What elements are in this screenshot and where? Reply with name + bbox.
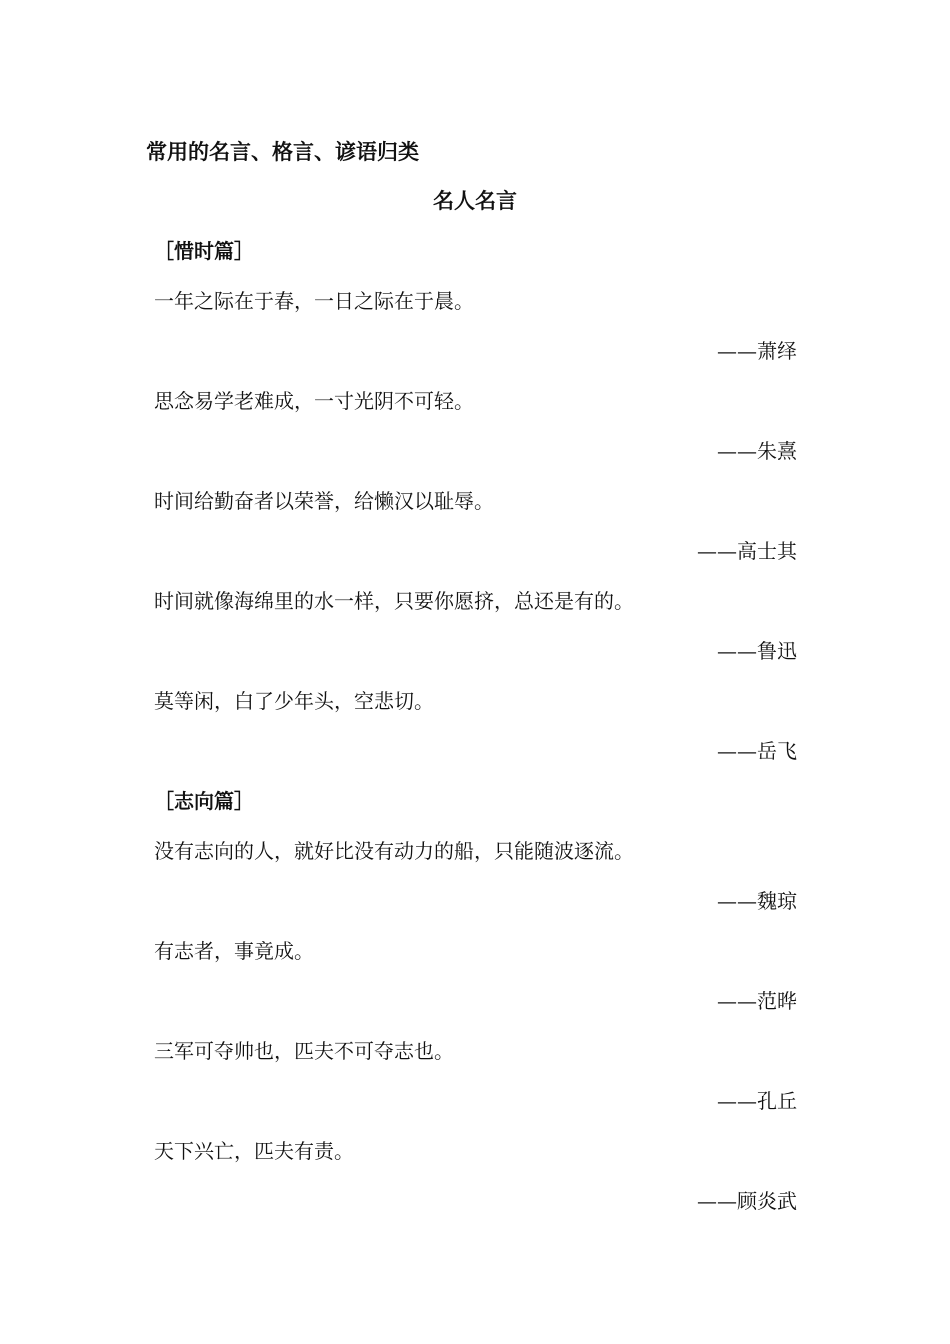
quote-author: ——鲁迅 xyxy=(717,639,797,663)
quotes-content xyxy=(154,236,797,1236)
quote-author: ——孔丘 xyxy=(717,1089,797,1113)
quote-author: ——萧绎 xyxy=(717,339,797,363)
quote-text: 天下兴亡，匹夫有责。 xyxy=(154,1139,354,1163)
quote-text: 有志者，事竟成。 xyxy=(154,939,314,963)
quote-author: ——范晔 xyxy=(717,989,797,1013)
quote-text: 没有志向的人，就好比没有动力的船，只能随波逐流。 xyxy=(154,839,634,863)
quote-text: 时间给勤奋者以荣誉，给懒汉以耻辱。 xyxy=(154,489,494,513)
quote-author: ——魏琼 xyxy=(717,889,797,913)
quote-text: 思念易学老难成，一寸光阴不可轻。 xyxy=(154,389,474,413)
quote-text: 三军可夺帅也，匹夫不可夺志也。 xyxy=(154,1039,454,1063)
document-title: 常用的名言、格言、谚语归类 xyxy=(146,140,419,164)
quote-text: 一年之际在于春，一日之际在于晨。 xyxy=(154,289,474,313)
quote-text: 时间就像海绵里的水一样，只要你愿挤，总还是有的。 xyxy=(154,589,634,613)
quote-author: ——岳飞 xyxy=(717,739,797,763)
category-heading-time: ［惜时篇］ xyxy=(154,239,254,263)
category-heading-ambition: ［志向篇］ xyxy=(154,789,254,813)
quote-text: 莫等闲，白了少年头，空悲切。 xyxy=(154,689,434,713)
section-title: 名人名言 xyxy=(433,189,517,213)
quote-author: ——高士其 xyxy=(697,539,797,563)
quote-author: ——朱熹 xyxy=(717,439,797,463)
quote-author: ——顾炎武 xyxy=(697,1189,797,1213)
